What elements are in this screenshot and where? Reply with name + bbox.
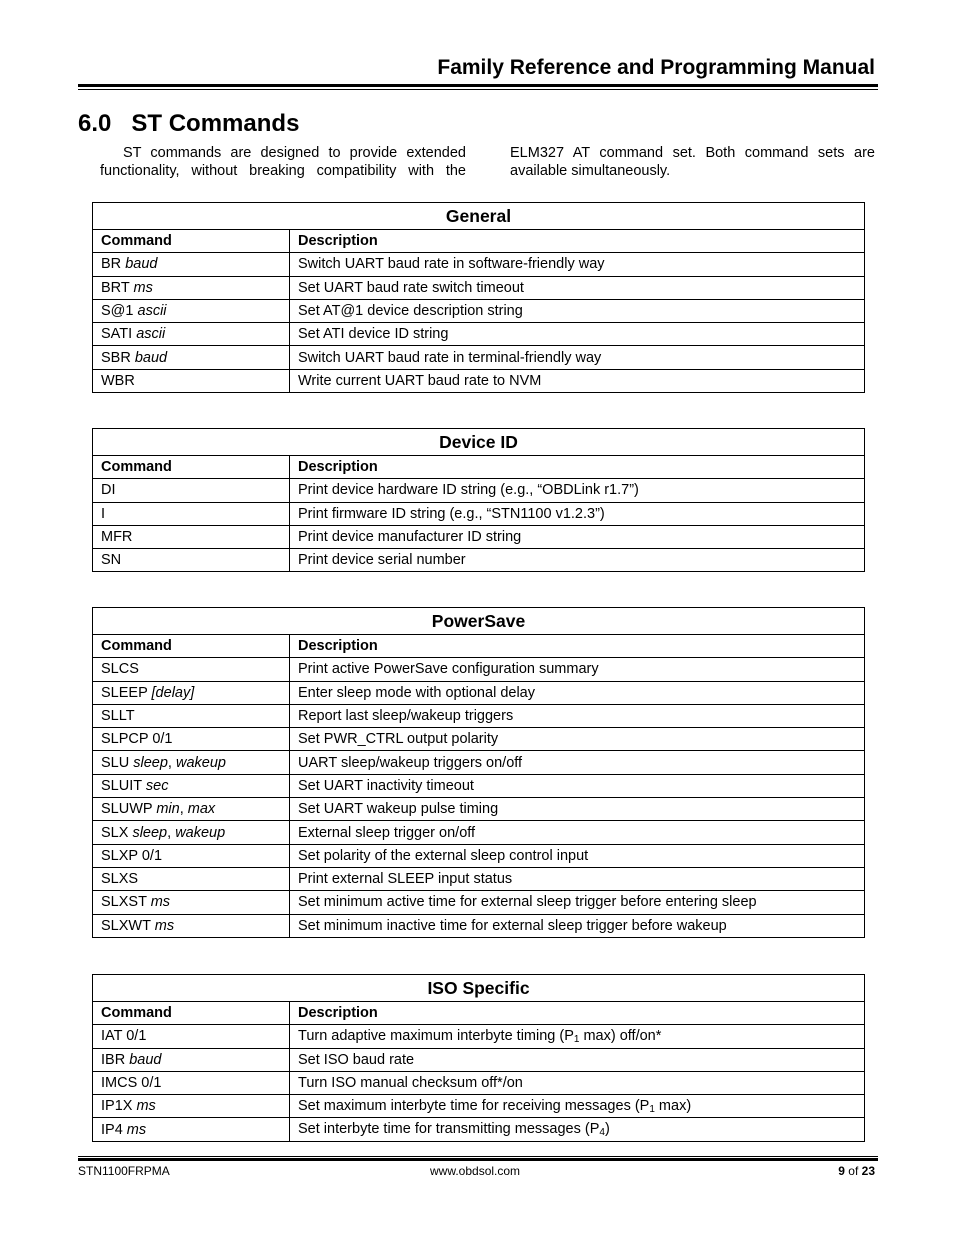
description-text: Set AT@1 device description string	[298, 303, 523, 320]
command-cell	[93, 728, 290, 751]
general-commands-table	[92, 202, 865, 393]
description-cell	[290, 844, 865, 867]
command-argument: ms	[133, 279, 153, 296]
description-cell	[290, 658, 865, 681]
description-text: Print device serial number	[298, 552, 466, 569]
command-argument: ascii	[137, 303, 167, 320]
command-cell	[93, 844, 290, 867]
table-header-row	[93, 456, 865, 479]
command-cell	[93, 525, 290, 548]
description-cell	[290, 299, 865, 322]
footer-rule-thin	[78, 1156, 878, 1157]
table-row	[93, 479, 865, 502]
page-total: 23	[861, 1164, 875, 1178]
description-text: Print device manufacturer ID string	[298, 529, 522, 546]
column-header-command: Command	[93, 635, 290, 658]
table-row	[93, 1048, 865, 1071]
iso-specific-commands-table	[92, 974, 865, 1142]
description-text: Write current UART baud rate to NVM	[298, 372, 542, 389]
description-text: max) off/on*	[579, 1027, 662, 1044]
table-header-row	[93, 635, 865, 658]
table-row	[93, 914, 865, 937]
description-cell	[290, 479, 865, 502]
command-name: I	[101, 505, 106, 522]
description-text: Set interbyte time for transmitting messages (P	[298, 1121, 600, 1138]
command-cell: SLUWP min, max	[93, 798, 290, 821]
description-text: Print active PowerSave configuration summary	[298, 661, 599, 678]
description-cell	[290, 253, 865, 276]
intro-column-1	[100, 144, 466, 180]
command-argument: sec	[145, 777, 169, 794]
table-row	[93, 253, 865, 276]
description-text: UART sleep/wakeup triggers on/off	[298, 754, 523, 771]
description-text: Set maximum interbyte time for receiving messages (P	[298, 1097, 650, 1114]
description-subscript: 4	[599, 1127, 605, 1139]
footer-website: www.obdsol.com	[430, 1164, 521, 1178]
table-title-row	[93, 203, 865, 230]
intro-column-2	[510, 144, 875, 180]
command-cell	[93, 704, 290, 727]
command-name: SLEEP	[101, 684, 148, 701]
table-row	[93, 681, 865, 704]
command-argument: baud	[129, 1051, 162, 1068]
description-text: Report last sleep/wakeup triggers	[298, 708, 514, 725]
description-cell	[290, 704, 865, 727]
description-cell	[290, 867, 865, 890]
command-name: BR	[101, 256, 122, 273]
description-text: Turn adaptive maximum interbyte timing (P	[298, 1027, 574, 1044]
table-header-row	[93, 230, 865, 253]
command-name: SATI	[101, 326, 133, 343]
description-cell	[290, 323, 865, 346]
description-cell	[290, 525, 865, 548]
command-cell	[93, 276, 290, 299]
command-cell	[93, 891, 290, 914]
command-argument: min	[156, 801, 180, 818]
table-row	[93, 502, 865, 525]
command-name: DI	[101, 482, 116, 499]
description-cell	[290, 774, 865, 797]
command-cell	[93, 502, 290, 525]
command-name: MFR	[101, 529, 133, 546]
description-cell	[290, 369, 865, 392]
description-subscript: 1	[649, 1103, 655, 1115]
command-cell	[93, 549, 290, 572]
description-cell	[290, 914, 865, 937]
description-text: Print firmware ID string (e.g., “STN1100 v1.2.3”)	[298, 505, 605, 522]
page-current: 9	[838, 1164, 845, 1178]
command-name: SLXWT	[101, 917, 151, 934]
command-name: SLX	[101, 824, 129, 841]
command-argument: ms	[136, 1098, 156, 1115]
command-cell	[93, 1048, 290, 1071]
table-row	[93, 704, 865, 727]
command-name: IAT 0/1	[101, 1028, 147, 1045]
command-name: BRT	[101, 279, 130, 296]
intro-line: available simultaneously.	[510, 163, 671, 179]
description-cell	[290, 681, 865, 704]
command-cell	[93, 658, 290, 681]
description-text: Turn ISO manual checksum off*/on	[298, 1075, 523, 1092]
description-cell	[290, 1048, 865, 1071]
command-cell	[93, 867, 290, 890]
command-cell	[93, 681, 290, 704]
command-name: SLXST	[101, 894, 147, 911]
description-cell	[290, 1095, 865, 1118]
intro-line: ST commands are designed to provide extended	[123, 145, 466, 161]
description-subscript: 1	[573, 1033, 580, 1045]
command-cell	[93, 369, 290, 392]
command-name: SLXP 0/1	[101, 847, 163, 864]
powersave-commands-table	[92, 607, 865, 938]
command-cell	[93, 299, 290, 322]
section-heading	[78, 110, 299, 138]
command-argument: [delay]	[151, 684, 195, 701]
description-cell	[290, 728, 865, 751]
table-row	[93, 728, 865, 751]
description-text: Switch UART baud rate in terminal-friendly way	[298, 349, 602, 366]
column-header-command: Command	[93, 1002, 290, 1025]
footer-page-number	[838, 1164, 875, 1178]
table-row	[93, 549, 865, 572]
footer-doc-id: STN1100FRPMA	[78, 1164, 170, 1178]
description-cell	[290, 1071, 865, 1094]
column-header-description: Description	[290, 635, 865, 658]
description-cell	[290, 1025, 865, 1048]
table-row	[93, 1095, 865, 1118]
description-text: Set ATI device ID string	[298, 326, 449, 343]
command-name: SLPCP 0/1	[101, 731, 173, 748]
device-id-commands-table	[92, 428, 865, 572]
table-row	[93, 369, 865, 392]
command-argument: baud	[134, 349, 168, 366]
table-title-row	[93, 429, 865, 456]
footer-rule	[78, 1158, 878, 1161]
table-row	[93, 891, 865, 914]
command-name: SLXS	[101, 871, 139, 888]
command-cell	[93, 1118, 290, 1141]
table-title: ISO Specific	[93, 975, 865, 1002]
command-cell	[93, 1025, 290, 1048]
intro-line: functionality, without breaking compatibility with the	[100, 163, 466, 179]
header-rule	[78, 84, 878, 87]
command-cell	[93, 774, 290, 797]
description-text: Print device hardware ID string (e.g., “OBDLink r1.7”)	[298, 482, 639, 499]
command-cell	[93, 914, 290, 937]
description-text: Set minimum inactive time for external sleep trigger before wakeup	[298, 917, 727, 934]
table-title-row	[93, 608, 865, 635]
table-row	[93, 1118, 865, 1141]
command-name: S@1	[101, 303, 134, 320]
table-title-row	[93, 975, 865, 1002]
column-header-command: Command	[93, 230, 290, 253]
command-argument: sleep	[133, 754, 168, 771]
table-title: PowerSave	[93, 608, 865, 635]
description-cell	[290, 891, 865, 914]
command-name: SBR	[101, 349, 131, 366]
description-text: )	[604, 1121, 610, 1138]
command-name: SN	[101, 552, 122, 569]
command-argument: sleep	[132, 824, 168, 841]
command-cell: SLX sleep, wakeup	[93, 821, 290, 844]
column-header-description: Description	[290, 1002, 865, 1025]
header-title: Family Reference and Programming Manual	[437, 56, 875, 79]
table-row	[93, 1025, 865, 1048]
table-row	[93, 867, 865, 890]
command-argument: ms	[150, 894, 171, 911]
table-row	[93, 276, 865, 299]
table-title: General	[93, 203, 865, 230]
description-text: Set minimum active time for external sleep trigger before entering sleep	[298, 894, 757, 911]
command-name: IP4	[101, 1121, 123, 1138]
description-text: Switch UART baud rate in software-friendly way	[298, 256, 605, 273]
command-argument: ms	[154, 917, 175, 934]
command-cell	[93, 253, 290, 276]
command-argument: max	[187, 801, 216, 818]
description-text: Set polarity of the external sleep control input	[298, 847, 589, 864]
column-header-description: Description	[290, 456, 865, 479]
table-row	[93, 658, 865, 681]
description-text: External sleep trigger on/off	[298, 824, 476, 841]
description-text: Set PWR_CTRL output polarity	[298, 731, 499, 748]
table-row	[93, 525, 865, 548]
table-row	[93, 346, 865, 369]
table-row	[93, 774, 865, 797]
description-text: Set ISO baud rate	[298, 1051, 415, 1068]
description-text: Print external SLEEP input status	[298, 871, 513, 888]
command-name: IMCS 0/1	[101, 1075, 162, 1092]
command-cell	[93, 1071, 290, 1094]
command-cell	[93, 323, 290, 346]
description-cell	[290, 821, 865, 844]
column-header-command: Command	[93, 456, 290, 479]
description-cell	[290, 751, 865, 774]
description-text: Set UART inactivity timeout	[298, 777, 474, 794]
table-row	[93, 1071, 865, 1094]
header-rule-thin	[78, 89, 878, 90]
section-number: 6.0	[78, 110, 112, 137]
command-name: SLLT	[101, 708, 135, 725]
command-argument: ascii	[136, 326, 166, 343]
command-cell	[93, 479, 290, 502]
description-cell	[290, 798, 865, 821]
description-cell	[290, 549, 865, 572]
description-cell	[290, 502, 865, 525]
page-of: of	[848, 1164, 859, 1178]
table-row	[93, 844, 865, 867]
command-name: IBR	[101, 1051, 126, 1068]
table-header-row	[93, 1002, 865, 1025]
command-cell	[93, 1095, 290, 1118]
description-cell	[290, 1118, 865, 1141]
table-row	[93, 751, 865, 774]
command-argument: wakeup	[175, 754, 226, 771]
table-row	[93, 798, 865, 821]
command-argument: wakeup	[175, 824, 226, 841]
command-name: SLCS	[101, 661, 139, 678]
table-row	[93, 299, 865, 322]
command-cell: SLU sleep, wakeup	[93, 751, 290, 774]
command-name: WBR	[101, 372, 135, 389]
table-row	[93, 323, 865, 346]
table-title: Device ID	[93, 429, 865, 456]
command-argument: ms	[126, 1121, 147, 1138]
description-text: Set UART wakeup pulse timing	[298, 801, 499, 818]
command-name: SLUIT	[101, 777, 142, 794]
description-text: Set UART baud rate switch timeout	[298, 279, 524, 296]
description-cell	[290, 276, 865, 299]
command-name: SLU	[101, 754, 130, 771]
section-title: ST Commands	[131, 110, 300, 137]
description-cell	[290, 346, 865, 369]
table-row	[93, 821, 865, 844]
intro-line: ELM327 AT command set. Both command sets are	[510, 145, 875, 161]
command-name: SLUWP	[101, 801, 153, 818]
command-name: IP1X	[101, 1098, 133, 1115]
description-text: max)	[654, 1097, 692, 1114]
command-cell	[93, 346, 290, 369]
command-argument: baud	[125, 256, 158, 273]
column-header-description: Description	[290, 230, 865, 253]
description-text: Enter sleep mode with optional delay	[298, 684, 535, 701]
